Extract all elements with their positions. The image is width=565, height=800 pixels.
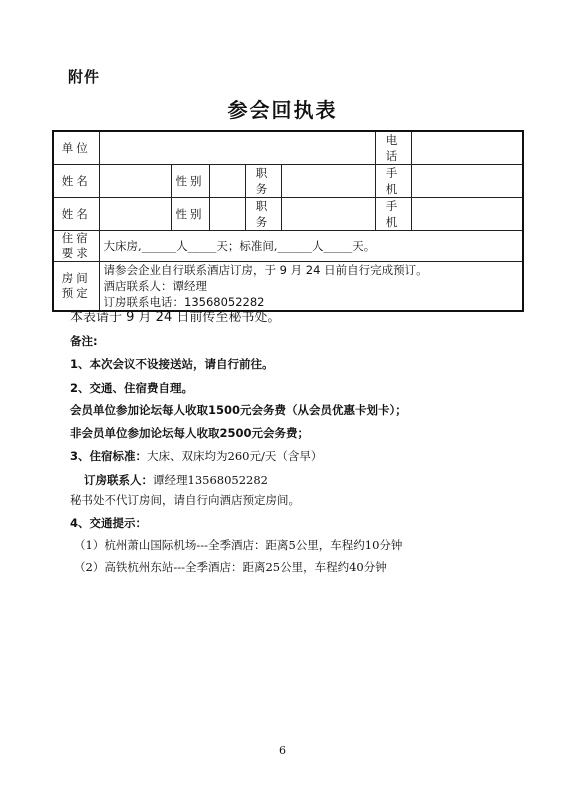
- table-row-room-booking: [53, 262, 523, 312]
- registration-form-table: [52, 130, 524, 312]
- name-field[interactable]: [99, 165, 171, 198]
- table-row-accommodation: [53, 231, 523, 262]
- gender-field[interactable]: [209, 165, 245, 198]
- note-item-3: [70, 445, 322, 464]
- mobile-label: 手机: [375, 165, 411, 198]
- accommodation-label-line-2: 要求: [61, 246, 91, 260]
- table-row-unit: [53, 131, 523, 165]
- unit-field[interactable]: [99, 131, 375, 165]
- unit-label: 单位: [53, 131, 99, 165]
- gender-field[interactable]: [209, 198, 245, 231]
- accommodation-label: [53, 231, 99, 262]
- remark-title: 备注:: [70, 334, 98, 348]
- position-field[interactable]: [281, 198, 375, 231]
- name-label: 姓名: [53, 198, 99, 231]
- route-2: （2）高铁杭州东站---全季酒店：距离25公里，车程约40分钟: [74, 560, 387, 574]
- room-booking-label: [53, 262, 99, 312]
- booking-phone: 订房联系电话：13568052282: [103, 295, 265, 309]
- accommodation-requirement-field[interactable]: 大床房,______人_____天；标准间,______人_____天。: [99, 231, 523, 262]
- phone-label: 电话: [375, 131, 411, 165]
- mobile-label: 手机: [375, 198, 411, 231]
- page-number: 6: [279, 744, 286, 757]
- note-item-1: 1、本次会议不设接送站，请自行前往。: [70, 357, 274, 371]
- note-item-2: 2、交通、住宿费自理。: [70, 381, 194, 395]
- page-title: 参会回执表: [227, 98, 338, 122]
- gender-label: 性别: [171, 198, 209, 231]
- hotel-contact: 酒店联系人：谭经理: [103, 279, 207, 293]
- position-label: 职务: [245, 165, 281, 198]
- position-field[interactable]: [281, 165, 375, 198]
- mobile-field[interactable]: [411, 165, 523, 198]
- name-field[interactable]: [99, 198, 171, 231]
- accommodation-standard-label: 3、住宿标准：: [70, 449, 148, 463]
- booking-contact-text: 谭经理13568052282: [153, 473, 268, 487]
- phone-field[interactable]: [411, 131, 523, 165]
- route-1: （1）杭州萧山国际机场---全季酒店：距离5公里，车程约10分钟: [74, 538, 403, 552]
- name-label: 姓名: [53, 165, 99, 198]
- booking-instruction: 请参会企业自行联系酒店订房，于 9 月 24 日前自行完成预订。: [103, 263, 428, 277]
- room-booking-label-line-2: 预定: [61, 286, 91, 300]
- accommodation-standard-text: 大床、双床均为260元/天（含早）: [147, 449, 323, 463]
- deadline-notice: 本表请于 9 月 24 日前传至秘书处。: [70, 310, 281, 325]
- member-fee-note: 会员单位参加论坛每人收取1500元会务费（从会员优惠卡划卡）；: [70, 403, 407, 417]
- booking-contact-line: [84, 469, 268, 488]
- position-label: 职务: [245, 198, 281, 231]
- accommodation-label-line-1: 住宿: [61, 231, 91, 245]
- room-booking-info: [99, 262, 523, 312]
- room-booking-label-line-1: 房间: [61, 271, 91, 285]
- attachment-label: 附件: [68, 68, 101, 86]
- table-row-attendee-2: [53, 198, 523, 231]
- table-row-attendee-1: [53, 165, 523, 198]
- mobile-field[interactable]: [411, 198, 523, 231]
- booking-contact-label: 订房联系人：: [84, 473, 153, 487]
- nonmember-fee-note: 非会员单位参加论坛每人收取2500元会务费；: [70, 426, 310, 440]
- secretariat-note: 秘书处不代订房间，请自行向酒店预定房间。: [70, 493, 300, 507]
- note-item-4: 4、交通提示：: [70, 516, 148, 530]
- gender-label: 性别: [171, 165, 209, 198]
